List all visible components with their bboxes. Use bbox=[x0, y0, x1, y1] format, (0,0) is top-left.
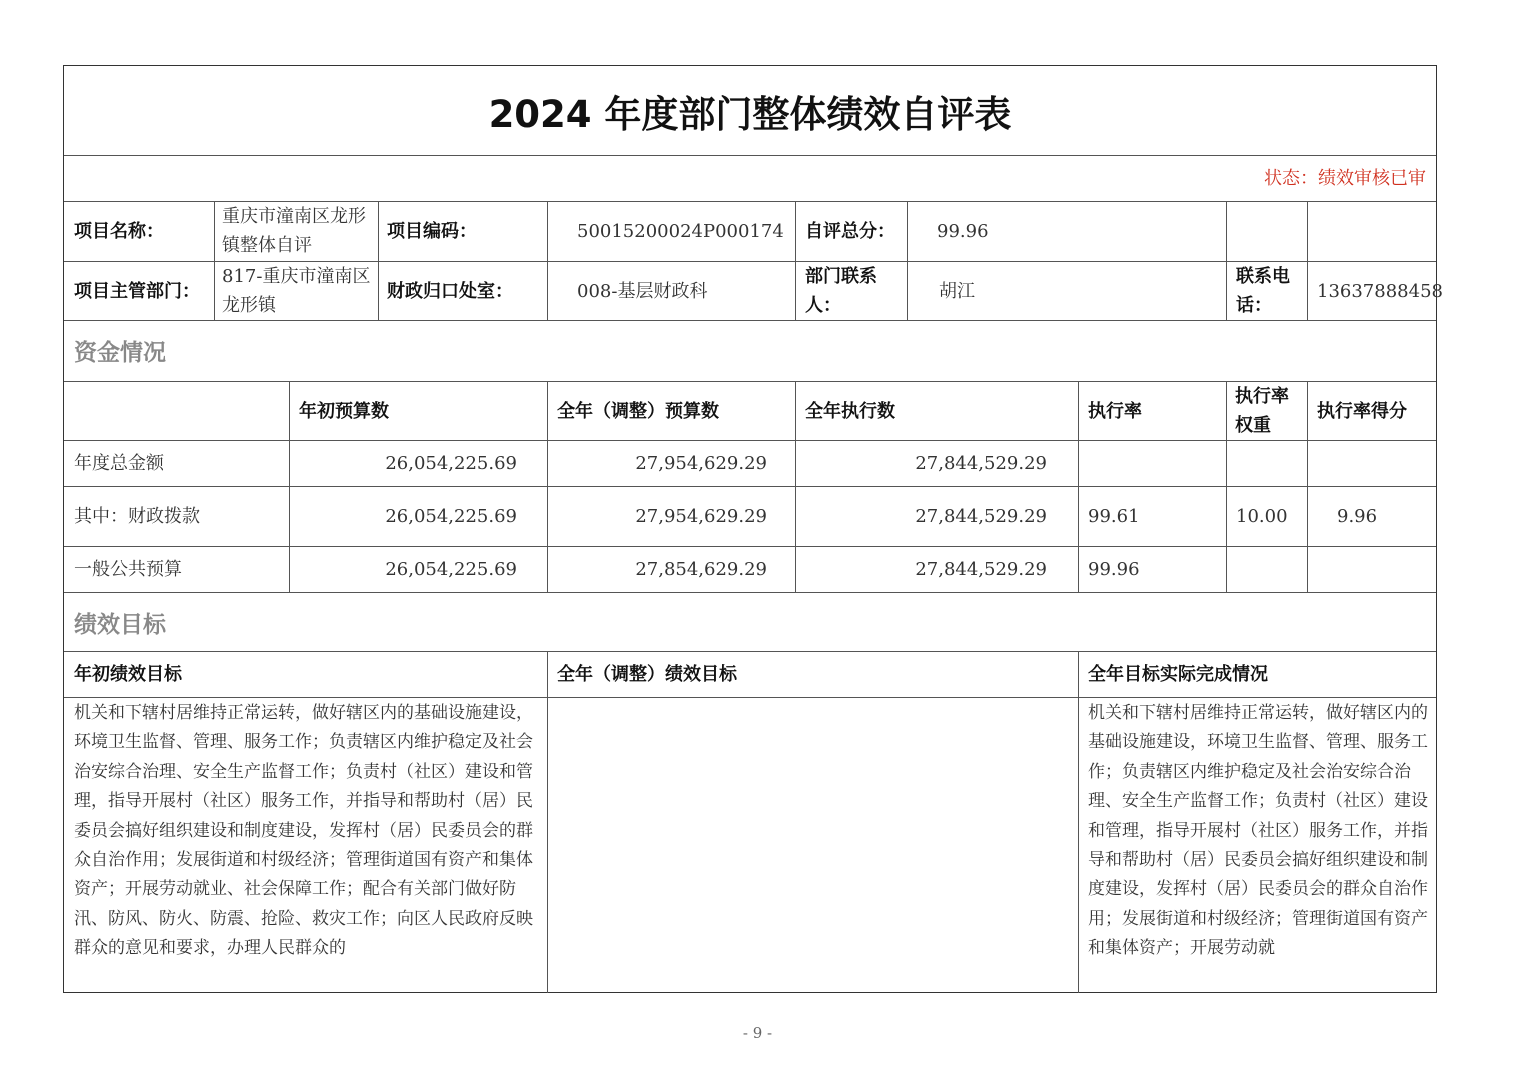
funds-row-label: 一般公共预算 bbox=[74, 559, 182, 580]
goals-header-adjusted: 全年（调整）绩效目标 bbox=[557, 664, 737, 685]
finance-label: 财政归口处室： bbox=[387, 280, 513, 302]
funds-cell-adjusted: 27,954,629.29 bbox=[635, 506, 767, 527]
evaluation-form bbox=[63, 65, 1443, 993]
project-code-label: 项目编码： bbox=[387, 220, 477, 242]
funds-header-weight: 执行率权重 bbox=[1235, 386, 1289, 436]
funds-cell-adjusted: 27,954,629.29 bbox=[635, 453, 767, 474]
total-score: 99.96 bbox=[937, 220, 989, 242]
dept: 817-重庆市潼南区龙形镇 bbox=[222, 266, 371, 316]
dept-label: 项目主管部门： bbox=[74, 280, 200, 302]
funds-header-rate: 执行率 bbox=[1088, 400, 1142, 422]
contact-label: 部门联系人： bbox=[805, 266, 877, 316]
funds-header-executed: 全年执行数 bbox=[805, 400, 895, 422]
finance-office: 008-基层财政科 bbox=[577, 280, 708, 302]
project-name-label: 项目名称： bbox=[74, 220, 164, 242]
funds-cell-initial: 26,054,225.69 bbox=[385, 453, 517, 474]
funds-cell-initial: 26,054,225.69 bbox=[385, 506, 517, 527]
page-title: 2024 年度部门整体绩效自评表 bbox=[488, 92, 1012, 136]
funds-cell-rate: 99.96 bbox=[1088, 559, 1140, 580]
project-code: 50015200024P000174 bbox=[577, 220, 784, 242]
phone: 13637888458 bbox=[1317, 280, 1443, 302]
funds-section-title: 资金情况 bbox=[74, 340, 166, 366]
funds-cell-weight: 10.00 bbox=[1236, 506, 1288, 527]
funds-cell-executed: 27,844,529.29 bbox=[915, 453, 1047, 474]
goals-initial-text: 机关和下辖村居维持正常运转，做好辖区内的基础设施建设，环境卫生监督、管理、服务工作；负责辖区内维护稳定及社会治安综合治理、安全生产监督工作；负责村（社区）建设和管理，指导开展村（社区）服务工作，并指导和帮助村（居）民委员会搞好组织建设和制度建设，发挥村（居）民委员会的群众自治作用；发展街道和村级经济；管理街道国有资产和集体资产；开展劳动就业、社会保障工作；配合有关部门做好防汛、防风、防火、防震、抢险、救灾工作；向区人民政府反映群众的意见和要求，办理人民群众的 bbox=[74, 703, 533, 959]
funds-cell-initial: 26,054,225.69 bbox=[385, 559, 517, 580]
score-label: 自评总分： bbox=[805, 220, 895, 242]
funds-cell-executed: 27,844,529.29 bbox=[915, 559, 1047, 580]
funds-cell-rate: 99.61 bbox=[1088, 506, 1140, 527]
funds-cell-adjusted: 27,854,629.29 bbox=[635, 559, 767, 580]
phone-label: 联系电话： bbox=[1236, 266, 1290, 316]
page-number: - 9 - bbox=[742, 1024, 773, 1042]
funds-header-adjusted: 全年（调整）预算数 bbox=[557, 400, 719, 422]
contact-person: 胡江 bbox=[939, 280, 975, 302]
funds-row-label: 其中：财政拨款 bbox=[74, 506, 200, 527]
funds-cell-executed: 27,844,529.29 bbox=[915, 506, 1047, 527]
funds-header-initial: 年初预算数 bbox=[299, 400, 389, 422]
goals-section-title: 绩效目标 bbox=[74, 611, 166, 638]
goals-header-initial: 年初绩效目标 bbox=[74, 664, 182, 685]
project-name: 重庆市潼南区龙形镇整体自评 bbox=[222, 206, 366, 256]
funds-row-label: 年度总金额 bbox=[74, 453, 164, 474]
goals-adjusted-text bbox=[557, 699, 1067, 992]
goals-header-actual: 全年目标实际完成情况 bbox=[1088, 664, 1268, 685]
funds-header-score: 执行率得分 bbox=[1317, 400, 1407, 422]
status-badge: 状态：绩效审核已审 bbox=[1264, 168, 1426, 189]
goals-actual-text: 机关和下辖村居维持正常运转，做好辖区内的基础设施建设，环境卫生监督、管理、服务工作；负责辖区内维护稳定及社会治安综合治理、安全生产监督工作；负责村（社区）建设和管理，指导开展村（社区）服务工作，并指导和帮助村（居）民委员会搞好组织建设和制度建设，发挥村（居）民委员会的群众自治作用；发展街道和村级经济；管理街道国有资产和集体资产；开展劳动就 bbox=[1088, 703, 1428, 959]
funds-cell-score: 9.96 bbox=[1337, 506, 1378, 527]
